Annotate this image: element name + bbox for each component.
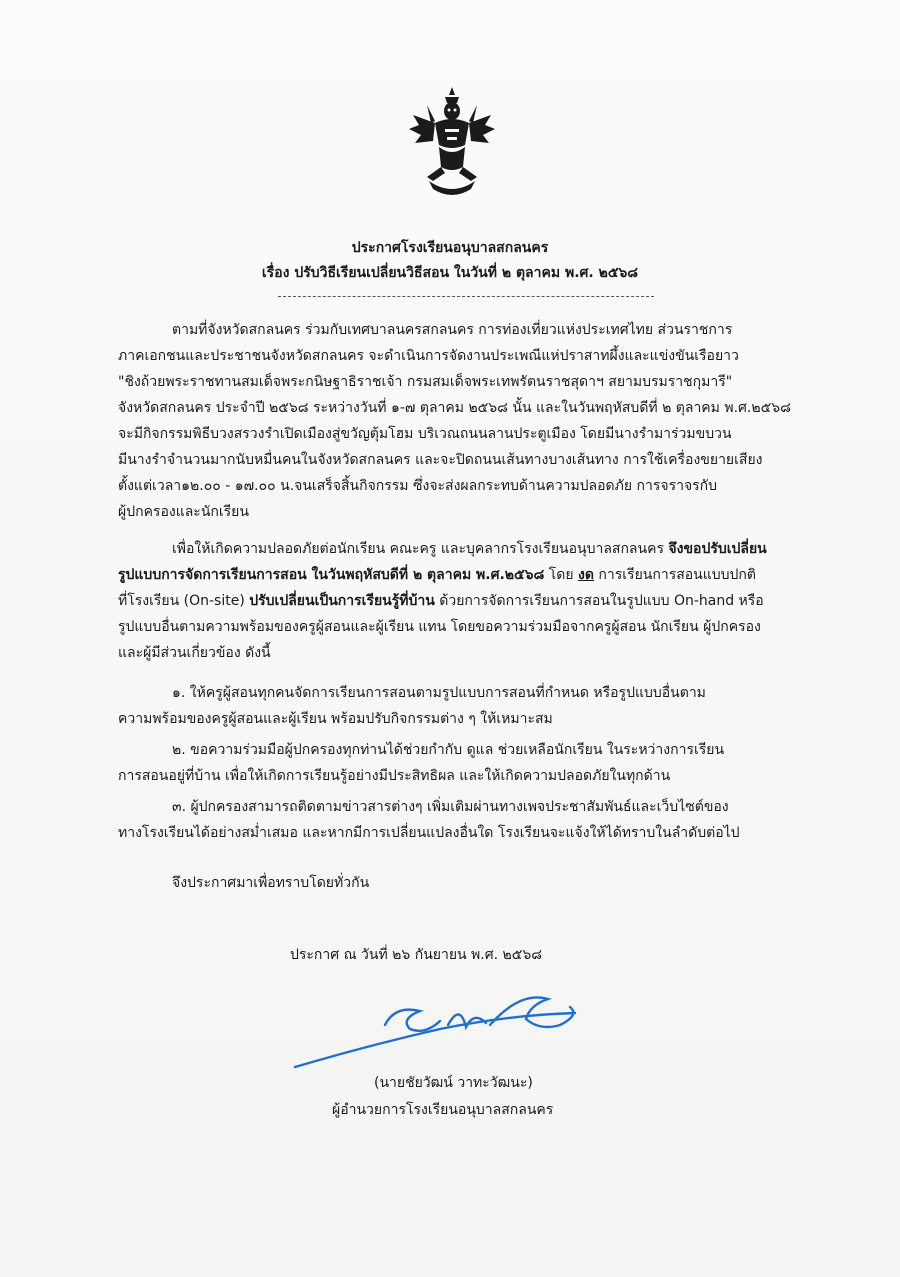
paragraph-1-line: "ชิงถ้วยพระราชทานสมเด็จพระกนิษฐาธิราชเจ้า กรมสมเด็จพระเทพรัตนราชสุดาฯ สยามบรมราชกุมารี": [118, 374, 733, 390]
paragraph-1-line: ตามที่จังหวัดสกลนคร ร่วมกับเทศบาลนครสกลนคร การท่องเที่ยวแห่งประเทศไทย ส่วนราชการ: [172, 322, 733, 338]
paragraph-1-line: ภาคเอกชนและประชาชนจังหวัดสกลนคร จะดำเนินการจัดงานประเพณีแห่ปราสาทผึ้งและแข่งขันเรือยาว: [118, 348, 739, 364]
paragraph-2-emphasis: ปรับเปลี่ยนเป็นการเรียนรู้ที่บ้าน: [249, 593, 435, 609]
signer-name: (นายชัยวัฒน์ วาทะวัฒนะ): [374, 1075, 533, 1091]
paragraph-2-text: ที่โรงเรียน (On-site): [118, 593, 250, 609]
announcement-title: ประกาศโรงเรียนอนุบาลสกลนคร: [351, 240, 549, 256]
list-item: ความพร้อมของครูผู้สอนและผู้เรียน พร้อมปรับกิจกรรมต่าง ๆ ให้เหมาะสม: [118, 711, 553, 727]
announcement-date: ประกาศ ณ วันที่ ๒๖ กันยายน พ.ศ. ๒๕๖๘: [290, 947, 543, 963]
divider: [278, 296, 654, 297]
paragraph-2-underlined: งด: [578, 567, 594, 583]
paragraph-1-line: ตั้งแต่เวลา๑๒.๐๐ - ๑๗.๐๐ น.จนเสร็จสิ้นกิจกรรม ซึ่งจะส่งผลกระทบด้านความปลอดภัย การจราจรกับ: [118, 478, 718, 494]
paragraph-2-emphasis: จึงขอปรับเปลี่ยน: [668, 541, 767, 557]
announcement-subject: เรื่อง ปรับวิธีเรียนเปลี่ยนวิธีสอน ในวันที่ ๒ ตุลาคม พ.ศ. ๒๕๖๘: [261, 265, 639, 281]
list-item: ทางโรงเรียนได้อย่างสม่ำเสมอ และหากมีการเปลี่ยนแปลงอื่นใด โรงเรียนจะแจ้งให้ได้ทราบในลำดับต่อไป: [118, 825, 740, 841]
list-item: ๒. ขอความร่วมมือผู้ปกครองทุกท่านได้ช่วยกำกับ ดูแล ช่วยเหลือนักเรียน ในระหว่างการเรียน: [172, 742, 725, 758]
paragraph-2-line: รูปแบบอื่นตามความพร้อมของครูผู้สอนและผู้เรียน แทน โดยขอความร่วมมือจากครูผู้สอน นักเรียน ผู้ปกครอง: [118, 619, 761, 635]
paragraph-2-line: [118, 591, 764, 611]
paragraph-2-text: โดย: [544, 567, 579, 583]
paragraph-1-line: จะมีกิจกรรมพิธีบวงสรวงรำเปิดเมืองสู่ขวัญตุ้มโฮม บริเวณถนนลานประตูเมือง โดยมีนางรำมาร่วมขบวน: [118, 426, 732, 442]
list-item: ๑. ให้ครูผู้สอนทุกคนจัดการเรียนการสอนตามรูปแบบการสอนที่กำหนด หรือรูปแบบอื่นตาม: [172, 685, 706, 701]
paragraph-1-line: จังหวัดสกลนคร ประจำปี ๒๕๖๘ ระหว่างวันที่ ๑-๗ ตุลาคม ๒๕๖๘ นั้น และในวันพฤหัสบดีที่ ๒ ตุลาคม พ.ศ.๒๕๖๘: [118, 400, 791, 416]
paragraph-2-line: [172, 539, 767, 559]
list-item: ๓. ผู้ปกครองสามารถติดตามข่าวสารต่างๆ เพิ่มเติมผ่านทางเพจประชาสัมพันธ์และเว็บไซต์ของ: [172, 799, 729, 815]
paragraph-1-line: มีนางรำจำนวนมากนับหมื่นคนในจังหวัดสกลนคร และจะปิดถนนเส้นทางบางเส้นทาง การใช้เครื่องขยายเสียง: [118, 452, 763, 468]
paragraph-2-line: [118, 565, 756, 585]
paragraph-1-line: ผู้ปกครองและนักเรียน: [118, 504, 249, 520]
paragraph-2-text: เพื่อให้เกิดความปลอดภัยต่อนักเรียน คณะครู และบุคลากรโรงเรียนอนุบาลสกลนคร: [172, 541, 669, 557]
closing-statement: จึงประกาศมาเพื่อทราบโดยทั่วกัน: [172, 875, 370, 891]
paragraph-2-text: ด้วยการจัดการเรียนการสอนในรูปแบบ On-hand หรือ: [434, 593, 764, 609]
list-item: การสอนอยู่ที่บ้าน เพื่อให้เกิดการเรียนรู้อย่างมีประสิทธิผล และให้เกิดความปลอดภัยในทุกด้าน: [118, 768, 671, 784]
signer-position: ผู้อำนวยการโรงเรียนอนุบาลสกลนคร: [332, 1102, 554, 1118]
garuda-emblem-icon: [405, 85, 499, 200]
paragraph-2-line: และผู้มีส่วนเกี่ยวข้อง ดังนี้: [118, 645, 271, 661]
paragraph-2-text: การเรียนการสอนแบบปกติ: [593, 567, 756, 583]
signature-image: [290, 985, 590, 1075]
paragraph-2-emphasis: รูปแบบการจัดการเรียนการสอน ในวันพฤหัสบดีที่ ๒ ตุลาคม พ.ศ.๒๕๖๘: [118, 567, 545, 583]
